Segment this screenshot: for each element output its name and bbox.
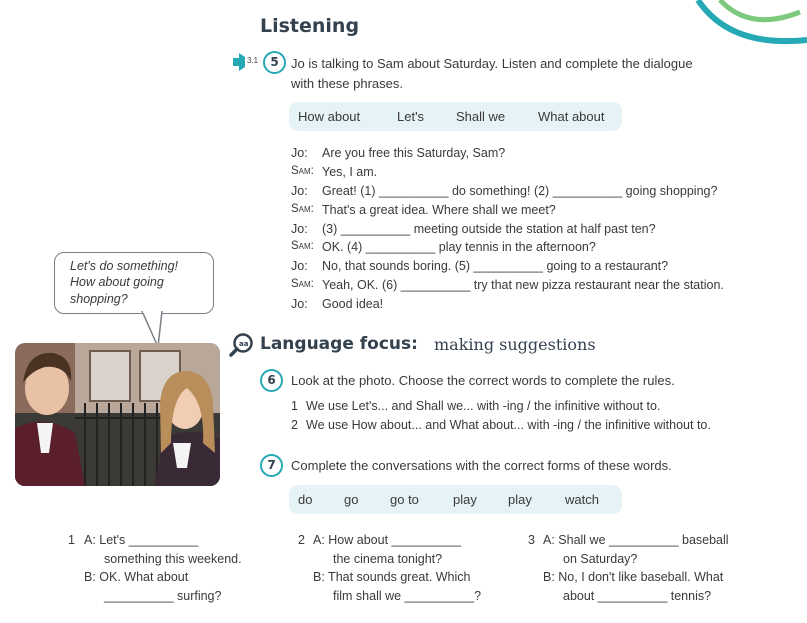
speech-bubble-line: How about going bbox=[70, 275, 164, 289]
speech-bubble-line: Let's do something! bbox=[70, 259, 179, 273]
dialogue-line: (3) __________ meeting outside the station at half past ten? bbox=[322, 222, 656, 236]
audio-track-icon[interactable] bbox=[232, 52, 262, 72]
section-subtitle: making suggestions bbox=[434, 335, 596, 354]
phrase-item: What about bbox=[538, 109, 605, 124]
speaker-icon bbox=[232, 52, 246, 72]
dialogue-line: That's a great idea. Where shall we meet? bbox=[322, 203, 556, 217]
word-item: play bbox=[453, 492, 477, 507]
dialogue-line: Good idea! bbox=[322, 297, 384, 311]
corner-decoration bbox=[690, 0, 807, 50]
phrase-item: How about bbox=[298, 109, 361, 124]
conversation-line: B: OK. What about bbox=[84, 570, 189, 584]
ex6-instruction: Look at the photo. Choose the correct words to complete the rules. bbox=[291, 373, 675, 388]
rule-number: 2 bbox=[291, 418, 298, 432]
exercise-5-number: 5 bbox=[263, 51, 286, 74]
conversation-line: B: That sounds great. Which bbox=[313, 570, 471, 584]
phrase-box bbox=[289, 102, 622, 131]
conversation-line: B: No, I don't like baseball. What bbox=[543, 570, 724, 584]
ex5-instruction-line2: with these phrases. bbox=[291, 76, 404, 91]
conversation-line: the cinema tonight? bbox=[333, 552, 443, 566]
word-item: watch bbox=[565, 492, 599, 507]
dialogue-line: Great! (1) __________ do something! (2) __________ going shopping? bbox=[322, 184, 718, 198]
phrase-item: Shall we bbox=[456, 109, 506, 124]
rule-text: We use How about... and What about... with -ing / the infinitive without to. bbox=[306, 418, 711, 432]
dialogue-line: Yeah, OK. (6) __________ try that new pizza restaurant near the station. bbox=[322, 278, 724, 292]
dialogue-speaker: Sam: bbox=[291, 240, 314, 252]
magnifier-icon bbox=[229, 331, 255, 357]
conversation-line: something this weekend. bbox=[104, 552, 242, 566]
word-item: go to bbox=[390, 492, 419, 507]
dialogue-line: Are you free this Saturday, Sam? bbox=[322, 146, 506, 160]
dialogue-line: No, that sounds boring. (5) __________ going to a restaurant? bbox=[322, 259, 669, 273]
dialogue-speaker: Jo: bbox=[291, 259, 308, 273]
conversation-line: A: Let's __________ bbox=[84, 533, 199, 547]
photo-two-students bbox=[15, 343, 220, 486]
speech-bubble-line: shopping? bbox=[70, 292, 128, 306]
word-item: play bbox=[508, 492, 532, 507]
ex5-instruction-line1: Jo is talking to Sam about Saturday. Listen and complete the dialogue bbox=[291, 56, 693, 71]
word-item: go bbox=[344, 492, 359, 507]
exercise-6-number: 6 bbox=[260, 369, 283, 392]
dialogue-line: Yes, I am. bbox=[322, 165, 378, 179]
conversation-line: about __________ tennis? bbox=[563, 589, 712, 603]
rule-text: We use Let's... and Shall we... with -ing / the infinitive without to. bbox=[306, 399, 661, 413]
dialogue-speaker: Sam: bbox=[291, 278, 314, 290]
ex7-instruction: Complete the conversations with the correct forms of these words. bbox=[291, 458, 672, 473]
conversation-line: on Saturday? bbox=[563, 552, 638, 566]
exercise-7-number: 7 bbox=[260, 454, 283, 477]
conversation-line: film shall we __________? bbox=[333, 589, 482, 603]
dialogue-speaker: Sam: bbox=[291, 203, 314, 215]
word-box bbox=[289, 485, 622, 514]
conversation-line: A: How about __________ bbox=[313, 533, 462, 547]
audio-track-number: 3.1 bbox=[247, 56, 259, 65]
rule-number: 1 bbox=[291, 399, 298, 413]
conversation-number: 3 bbox=[528, 533, 535, 547]
section-title-language-focus: Language focus: bbox=[260, 334, 418, 354]
dialogue-speaker: Sam: bbox=[291, 165, 314, 177]
svg-text:aa: aa bbox=[239, 340, 249, 348]
section-title-listening: Listening bbox=[260, 15, 360, 37]
conversation-number: 1 bbox=[68, 533, 75, 547]
dialogue-speaker: Jo: bbox=[291, 184, 308, 198]
conversation-number: 2 bbox=[298, 533, 305, 547]
conversation-line: __________ surfing? bbox=[104, 589, 222, 603]
word-item: do bbox=[298, 492, 313, 507]
conversation-line: A: Shall we __________ baseball bbox=[543, 533, 729, 547]
phrase-item: Let's bbox=[397, 109, 425, 124]
dialogue-line: OK. (4) __________ play tennis in the afternoon? bbox=[322, 240, 596, 254]
dialogue-speaker: Jo: bbox=[291, 297, 308, 311]
dialogue-speaker: Jo: bbox=[291, 146, 308, 160]
dialogue-speaker: Jo: bbox=[291, 222, 308, 236]
